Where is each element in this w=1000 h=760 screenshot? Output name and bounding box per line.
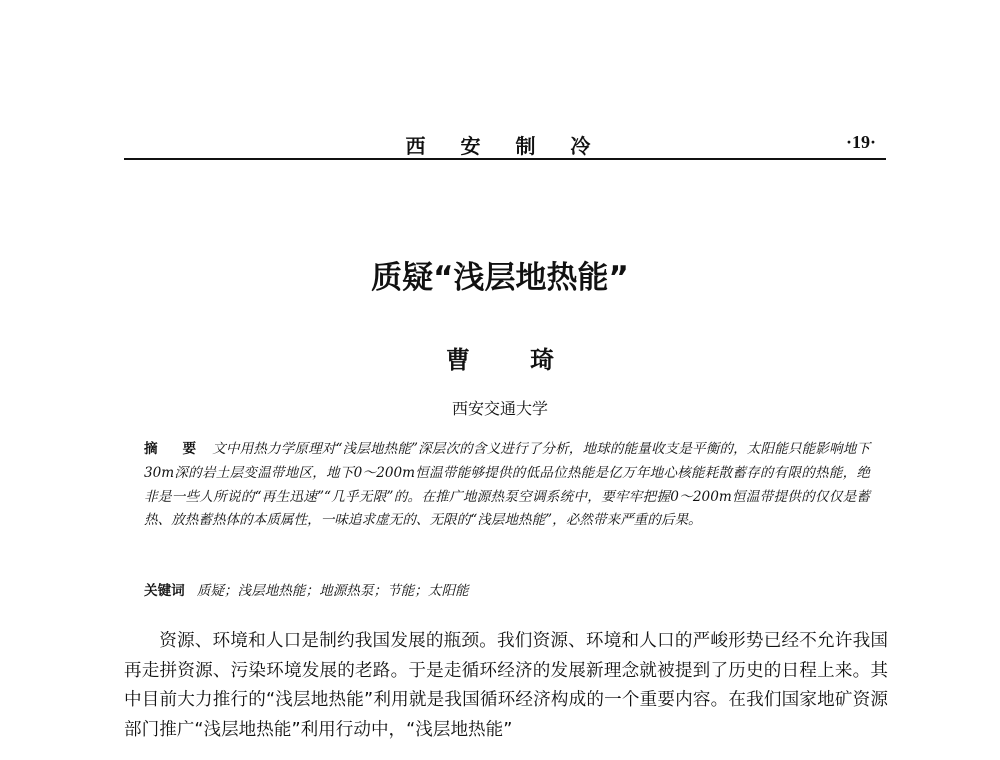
- running-header: [124, 124, 886, 160]
- header-rule: [124, 158, 886, 160]
- author-name: 曹 琦: [445, 345, 581, 374]
- abstract-label: 摘 要: [144, 441, 207, 457]
- keywords: [144, 580, 870, 602]
- abstract: [144, 438, 870, 533]
- page-number: ·19·: [845, 132, 876, 152]
- journal-name: 西 安 制 冷: [405, 134, 605, 158]
- body-paragraph: 资源、环境和人口是制约我国发展的瓶颈。我们资源、环境和人口的严峻形势已经不允许我国再走拼资源、污染环境发展的老路。于是走循环经济的发展新理念就被提到了历史的日程上来。其中目前大力推行的“浅层地热能”利用就是我国循环经济构成的一个重要内容。在我们国家地矿资源部门推广“浅层地热能”利用行动中，“浅层地热能”: [124, 631, 888, 740]
- abstract-text: 文中用热力学原理对“浅层地热能”深层次的含义进行了分析，地球的能量收支是平衡的，太阳能只能影响地下30m深的岩土层变温带地区，地下0～200m恒温带能够提供的低品位热能是亿万年地心核能耗散蓄存的有限的热能，绝非是一些人所说的“再生迅速”“几乎无限”的。在推广地源热泵空调系统中，要牢牢把握0～200m恒温带提供的仅仅是蓄热、放热蓄热体的本质属性，一味追求虚无的、无限的“浅层地热能”，必然带来严重的后果。: [144, 441, 870, 529]
- article-title: 质疑“浅层地热能”: [371, 260, 629, 296]
- keywords-text: 质疑；浅层地热能；地源热泵；节能；太阳能: [196, 583, 469, 599]
- author-affiliation: 西安交通大学: [451, 399, 548, 418]
- keywords-label: 关键词: [144, 583, 185, 599]
